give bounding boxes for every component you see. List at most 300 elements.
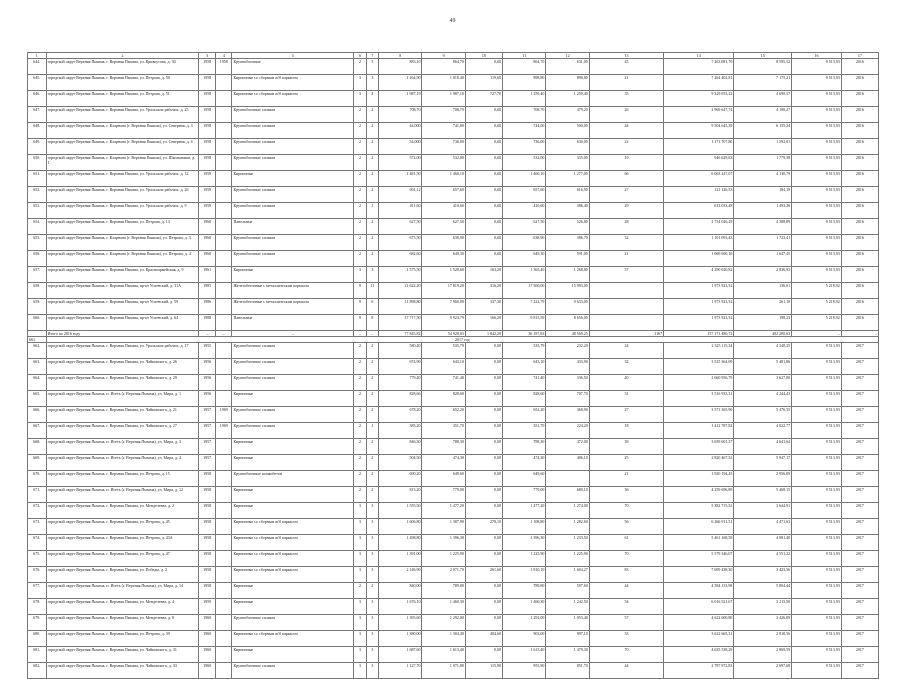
- table-row: [28, 343, 879, 359]
- table-cell: 15 993,00: [546, 283, 589, 299]
- table-cell: 3: [354, 91, 366, 107]
- table-cell: 674,90: [379, 359, 422, 375]
- table-cell: 3 423,56: [734, 567, 792, 583]
- table-cell: [215, 251, 232, 267]
- table-cell: 2 810,56: [734, 631, 792, 647]
- table-cell: 659.: [28, 299, 47, 315]
- table-cell: 643,10: [503, 359, 546, 375]
- table-row: [28, 91, 879, 107]
- address-cell: городской округ Верхняя Пышма, г. Верхняя Пышма, ул. Чайковского, д. 29: [46, 375, 199, 391]
- table-cell: 1 292,00: [503, 615, 546, 631]
- table-cell: 2017: [841, 439, 878, 455]
- table-cell: 673.: [28, 519, 47, 535]
- table-cell: 5 468,15: [734, 487, 792, 503]
- table-cell: 2017: [841, 551, 878, 567]
- table-cell: 4 551,22: [734, 551, 792, 567]
- table-row: [28, 235, 879, 251]
- address-cell: городской округ Верхняя Пышма, г. Верхняя Пышма, ул. Уральских рабочих, д. 17: [46, 343, 199, 359]
- table-cell: 580,40: [379, 343, 422, 359]
- table-cell: 44: [589, 583, 663, 599]
- table-cell: [215, 391, 232, 407]
- table-cell: 0,00: [465, 391, 502, 407]
- table-cell: 2 820 467,52: [664, 455, 734, 471]
- table-cell: 1 127,70: [379, 663, 422, 679]
- table-cell: 1 292,00: [422, 615, 465, 631]
- table-cell: [215, 583, 232, 599]
- table-cell: 2017: [841, 583, 878, 599]
- table-cell: 44: [589, 123, 663, 139]
- table-cell: 7 960,09: [422, 299, 465, 315]
- table-cell: 504,50: [379, 455, 422, 471]
- table-cell: 32: [589, 359, 663, 375]
- table-cell: 1 259,40: [546, 91, 589, 107]
- total-cell: 1 842,20: [465, 331, 502, 337]
- address-cell: городской округ Верхняя Пышма, г. Кларнова (г. Верхняя Пышма), ул. Петрова, д. 3: [46, 235, 199, 251]
- table-cell: 2: [366, 407, 378, 423]
- table-cell: 7 463 081,70: [664, 59, 734, 75]
- table-cell: 1958: [199, 155, 216, 171]
- table-cell: 0,00: [465, 251, 502, 267]
- table-cell: 1 225,90: [546, 551, 589, 567]
- table-cell: 649.: [28, 139, 47, 155]
- table-cell: 2: [366, 455, 378, 471]
- table-cell: Кирпичные со сборным ж/б каркасом: [232, 75, 354, 91]
- table-cell: [215, 551, 232, 567]
- table-cell: Крупноблочные шлакобетон: [232, 471, 354, 487]
- table-cell: 2016: [841, 219, 878, 235]
- table-cell: 1 380,00: [379, 631, 422, 647]
- table-cell: 1956: [199, 375, 216, 391]
- table-cell: [215, 567, 232, 583]
- table-cell: 6 266 912,51: [664, 519, 734, 535]
- table-cell: Кирпичные: [232, 487, 354, 503]
- table-cell: 2016: [841, 59, 878, 75]
- table-cell: 1 460,30: [422, 599, 465, 615]
- table-row: [28, 471, 879, 487]
- table-cell: 727,70: [465, 91, 502, 107]
- table-cell: 646.: [28, 91, 47, 107]
- table-cell: 0,00: [465, 343, 502, 359]
- address-cell: городской округ Верхняя Пышма, г. Верхняя Пышма, ул. Чайковского, д. 21: [46, 407, 199, 423]
- table-cell: [546, 471, 589, 487]
- table-cell: Крупноблочные силикат: [232, 423, 354, 439]
- table-cell: 1 676,10: [379, 599, 422, 615]
- table-cell: 3: [354, 567, 366, 583]
- table-row: [28, 219, 879, 235]
- table-cell: 898,80: [503, 75, 546, 91]
- table-cell: 9 513,93: [792, 375, 842, 391]
- table-cell: 2017: [841, 359, 878, 375]
- table-cell: 5 218,92: [792, 315, 842, 331]
- address-cell: городской округ Верхняя Пышма, г. Верхняя Пышма, ул. Уральских рабочих, д. 12: [46, 171, 199, 187]
- table-cell: 474,30: [503, 455, 546, 471]
- table-cell: 591,00: [546, 251, 589, 267]
- table-cell: 3: [366, 551, 378, 567]
- total-cell: –: [199, 331, 216, 337]
- table-cell: 2: [354, 343, 366, 359]
- column-header: 3: [199, 53, 216, 59]
- table-cell: 2016: [841, 171, 878, 187]
- table-cell: 6: [366, 299, 378, 315]
- table-cell: 1 018,40: [422, 75, 465, 91]
- table-cell: [215, 203, 232, 219]
- address-cell: городской округ Верхняя Пышма, г. Верхняя Пышма, ул. Менделеева, д. 2: [46, 503, 199, 519]
- table-cell: 1 101 093,43: [664, 235, 734, 251]
- table-cell: 1 396,30: [422, 535, 465, 551]
- table-cell: 6 063 247,07: [664, 171, 734, 187]
- table-cell: 9 513,93: [792, 203, 842, 219]
- table-cell: 9 513,93: [792, 615, 842, 631]
- table-cell: 708,70: [379, 107, 422, 123]
- table-row: [28, 615, 879, 631]
- table-cell: 2016: [841, 187, 878, 203]
- table-cell: 662.: [28, 343, 47, 359]
- table-cell: 184,19: [734, 187, 792, 203]
- table-cell: 736,00: [503, 139, 546, 155]
- table-cell: Кирпичные: [232, 391, 354, 407]
- column-header: 12: [546, 53, 589, 59]
- table-cell: 679.: [28, 615, 47, 631]
- table-cell: 3 622 665,31: [664, 631, 734, 647]
- table-cell: 7 264 402,81: [664, 75, 734, 91]
- table-cell: 1 391,00: [379, 551, 422, 567]
- table-row: [28, 187, 879, 203]
- table-cell: 4 584 133,98: [664, 583, 734, 599]
- table-cell: 651.: [28, 171, 47, 187]
- table-cell: 0,00: [465, 407, 502, 423]
- table-cell: [215, 75, 232, 91]
- table-cell: 0,00: [465, 535, 502, 551]
- table-cell: 9 513,93: [792, 75, 842, 91]
- table-cell: 2: [366, 219, 378, 235]
- address-cell: городской округ Верхняя Пышма, г. Кларнова (г. Верхняя Пышма), ул. Северная, д. 3: [46, 123, 199, 139]
- column-header: 11: [503, 53, 546, 59]
- table-cell: 404,60: [465, 631, 502, 647]
- table-cell: 1959: [199, 171, 216, 187]
- table-cell: 1 053,40: [546, 615, 589, 631]
- table-row: [28, 139, 879, 155]
- table-cell: 597,60: [546, 583, 589, 599]
- table-cell: 1 259,40: [503, 91, 546, 107]
- table-cell: 2017: [841, 567, 878, 583]
- table-cell: 2017: [841, 503, 878, 519]
- table-cell: 4 130,79: [734, 171, 792, 187]
- table-cell: [215, 663, 232, 679]
- table-cell: 682,60: [379, 251, 422, 267]
- table-cell: 630,00: [546, 139, 589, 155]
- table-cell: Панельные: [232, 315, 354, 331]
- table-cell: 2016: [841, 315, 878, 331]
- table-cell: 336,50: [546, 375, 589, 391]
- table-cell: 9: [354, 299, 366, 315]
- table-cell: 1959: [199, 203, 216, 219]
- table-cell: 1 479,30: [546, 647, 589, 663]
- table-cell: 2017: [841, 455, 878, 471]
- address-cell: городской округ Верхняя Пышма, г. Верхняя Пышма, ул. Петрова, д. 51: [46, 91, 199, 107]
- table-cell: [215, 91, 232, 107]
- table-cell: 1 493,26: [734, 203, 792, 219]
- column-header: 7: [366, 53, 378, 59]
- total-cell: 77 845,82: [379, 331, 422, 337]
- table-cell: 3: [354, 615, 366, 631]
- table-cell: 779,00: [422, 487, 465, 503]
- table-cell: 2017: [841, 535, 878, 551]
- table-cell: 9 513,93: [792, 123, 842, 139]
- table-cell: 0,00: [465, 647, 502, 663]
- table-cell: 335,00: [546, 155, 589, 171]
- table-cell: 1958: [199, 487, 216, 503]
- table-cell: 9 513,93: [792, 455, 842, 471]
- table-cell: 4 081,40: [734, 535, 792, 551]
- table-cell: Кирпичные со сборным ж/б каркасом: [232, 631, 354, 647]
- table-cell: 25: [589, 455, 663, 471]
- table-row: [28, 519, 879, 535]
- table-cell: 1 613,40: [422, 647, 465, 663]
- table-cell: 627,50: [422, 219, 465, 235]
- table-cell: Крупноблочные силикат: [232, 375, 354, 391]
- table-cell: 690,20: [379, 471, 422, 487]
- table-row: [28, 59, 879, 75]
- address-cell: городской округ Верхняя Пышма, п. Исеть (г. Верхняя Пышма), ул. Мира, д. 3: [46, 439, 199, 455]
- table-cell: 3: [354, 267, 366, 283]
- table-cell: 2: [366, 471, 378, 487]
- table-cell: 9 513,93: [792, 647, 842, 663]
- table-cell: 7 699 438,30: [664, 567, 734, 583]
- column-header: 2: [46, 53, 199, 59]
- table-cell: 2 754 026,29: [664, 219, 734, 235]
- table-cell: 666.: [28, 407, 47, 423]
- table-row: [28, 439, 879, 455]
- table-cell: 1 606,80: [379, 519, 422, 535]
- table-cell: 1 604,27: [546, 567, 589, 583]
- table-cell: 2: [366, 251, 378, 267]
- table-cell: 955,90: [503, 663, 546, 679]
- table-cell: 864,70: [422, 59, 465, 75]
- table-cell: 4 388,89: [734, 219, 792, 235]
- table-cell: 9 513,93: [792, 519, 842, 535]
- table-cell: 1 171 707,80: [664, 139, 734, 155]
- table-cell: 1960: [199, 615, 216, 631]
- table-cell: 631,00: [546, 59, 589, 75]
- table-cell: 4 244,43: [734, 391, 792, 407]
- table-cell: 2: [366, 123, 378, 139]
- table-cell: 1 304,40: [422, 631, 465, 647]
- table-cell: [215, 535, 232, 551]
- table-cell: 36: [589, 487, 663, 503]
- table-cell: 1 387,90: [422, 519, 465, 535]
- table-cell: 121 126,53: [664, 187, 734, 203]
- table-cell: 232,20: [546, 343, 589, 359]
- table-cell: Кирпичные со сборным ж/б каркасом: [232, 567, 354, 583]
- total-cell: –: [354, 331, 366, 337]
- table-cell: 1 396,30: [503, 535, 546, 551]
- table-cell: 1 460,30: [503, 599, 546, 615]
- table-cell: Крупноблочные силикат: [232, 155, 354, 171]
- table-cell: 2: [366, 107, 378, 123]
- table-cell: 32: [589, 235, 663, 251]
- table-cell: [215, 219, 232, 235]
- table-row: [28, 203, 879, 219]
- table-cell: 386,70: [546, 235, 589, 251]
- table-cell: 9 329 053,22: [664, 91, 734, 107]
- table-cell: 1959: [199, 187, 216, 203]
- table-cell: 3: [366, 503, 378, 519]
- address-cell: городской округ Верхняя Пышма, г. Верхняя Пышма, ул. Уральских рабочих, д. 9: [46, 203, 199, 219]
- table-cell: [215, 471, 232, 487]
- table-cell: 2017: [841, 487, 878, 503]
- table-cell: 1 477,20: [422, 503, 465, 519]
- column-header: 5: [232, 53, 354, 59]
- table-cell: 658.: [28, 283, 47, 299]
- table-cell: 3: [366, 267, 378, 283]
- table-cell: 2017: [841, 519, 878, 535]
- table-cell: 9 633,00: [546, 299, 589, 315]
- table-cell: 1960: [199, 219, 216, 235]
- table-cell: 643,10: [422, 359, 465, 375]
- table-cell: 532,00: [422, 155, 465, 171]
- table-cell: [215, 187, 232, 203]
- table-cell: 2017: [841, 647, 878, 663]
- table-cell: 535,79: [503, 343, 546, 359]
- table-cell: 9: [354, 283, 366, 299]
- table-cell: 27: [589, 187, 663, 203]
- table-row: [28, 583, 879, 599]
- table-row: [28, 391, 879, 407]
- table-cell: 741,00: [422, 123, 465, 139]
- table-cell: 4 635 538,29: [664, 647, 734, 663]
- table-cell: 1 613,40: [503, 647, 546, 663]
- table-row: [28, 407, 879, 423]
- table-cell: 2: [354, 203, 366, 219]
- table-cell: 261,60: [465, 567, 502, 583]
- table-cell: 3 571 365,90: [664, 407, 734, 423]
- table-cell: 1 575,50: [379, 267, 422, 283]
- table-cell: 11 898,80: [379, 299, 422, 315]
- table-cell: 669.: [28, 455, 47, 471]
- year-row-number: 661.: [28, 337, 47, 343]
- total-cell: 157 171 480,72: [664, 331, 734, 337]
- table-cell: 40: [589, 375, 663, 391]
- table-cell: [215, 267, 232, 283]
- table-cell: 115,90: [465, 663, 502, 679]
- table-cell: 526,80: [546, 219, 589, 235]
- table-cell: 883,10: [379, 59, 422, 75]
- table-cell: 5 476,35: [734, 407, 792, 423]
- table-row: [28, 107, 879, 123]
- table-cell: 4 022,77: [734, 423, 792, 439]
- table-cell: 5 218,92: [792, 299, 842, 315]
- table-cell: 660.: [28, 315, 47, 331]
- table-cell: 3: [366, 567, 378, 583]
- table-cell: 680,10: [546, 487, 589, 503]
- table-row: [28, 299, 879, 315]
- table-cell: 828,66: [379, 391, 422, 407]
- address-cell: городской округ Верхняя Пышма, г. Верхняя Пышма, ул. Чайковского, д. 27: [46, 423, 199, 439]
- column-header: 9: [422, 53, 465, 59]
- table-cell: 9 513,93: [792, 407, 842, 423]
- table-cell: 9 513,93: [792, 155, 842, 171]
- table-cell: 5 579 346,07: [664, 551, 734, 567]
- table-row: [28, 551, 879, 567]
- table-cell: 667.: [28, 423, 47, 439]
- table-cell: 1957: [199, 455, 216, 471]
- table-cell: 18: [589, 423, 663, 439]
- table-cell: 1 528,60: [422, 267, 465, 283]
- table-cell: 1 365,40: [503, 267, 546, 283]
- table-cell: 535,79: [422, 343, 465, 359]
- table-cell: 649,60: [503, 471, 546, 487]
- table-cell: 1955: [199, 343, 216, 359]
- table-cell: 788,30: [422, 439, 465, 455]
- table-cell: 2017: [841, 407, 878, 423]
- table-cell: 17 819,20: [422, 283, 465, 299]
- table-cell: 674.: [28, 535, 47, 551]
- table-cell: 2: [366, 139, 378, 155]
- address-cell: городской округ Верхняя Пышма, г. Верхняя Пышма, ул. Победы, д. 2: [46, 567, 199, 583]
- table-cell: 0,00: [465, 203, 502, 219]
- table-cell: [215, 171, 232, 187]
- total-cell: Итого по 2016 году: [46, 331, 199, 337]
- table-cell: 479,20: [546, 107, 589, 123]
- table-row: [28, 359, 879, 375]
- table-cell: 17 500,00: [503, 283, 546, 299]
- table-cell: 500,00: [546, 123, 589, 139]
- column-header: 8: [379, 53, 422, 59]
- table-cell: 1958: [199, 551, 216, 567]
- table-cell: Панельные: [232, 219, 354, 235]
- table-cell: 649,60: [422, 471, 465, 487]
- table-cell: 1958: [199, 567, 216, 583]
- table-cell: 3 525 364,09: [664, 359, 734, 375]
- table-cell: 9 513,93: [792, 631, 842, 647]
- table-cell: 2017: [841, 631, 878, 647]
- column-header: 1: [28, 53, 47, 59]
- table-cell: Кирпичные: [232, 583, 354, 599]
- column-header: 13: [589, 53, 663, 59]
- table-cell: 7 222,79: [503, 299, 546, 315]
- table-cell: [215, 107, 232, 123]
- table-cell: 9 513,93: [792, 503, 842, 519]
- table-cell: 9 513,93: [792, 139, 842, 155]
- table-cell: 4 622 600,80: [664, 615, 734, 631]
- table-cell: [215, 283, 232, 299]
- table-cell: 83: [589, 567, 663, 583]
- table-cell: 56: [589, 519, 663, 535]
- table-cell: 57: [589, 267, 663, 283]
- column-header: 10: [465, 53, 502, 59]
- table-cell: 650.: [28, 155, 47, 171]
- table-cell: 846,30: [379, 439, 422, 455]
- table-cell: Крупноблочные силикат: [232, 107, 354, 123]
- table-cell: 691,12: [379, 187, 422, 203]
- table-cell: [589, 315, 663, 331]
- address-cell: городской округ Верхняя Пышма, г. Кларнова (г. Верхняя Пышма), ул. Петрова, д. 4: [46, 251, 199, 267]
- table-cell: 638,90: [422, 235, 465, 251]
- table-cell: 1 108,80: [503, 519, 546, 535]
- table-cell: 1958: [199, 107, 216, 123]
- table-cell: 741,40: [422, 375, 465, 391]
- table-cell: 1 555,50: [379, 503, 422, 519]
- address-cell: городской округ Верхняя Пышма, г. Верхняя Пышма, ул. Петрова, д. 13: [46, 219, 199, 235]
- table-cell: 2 956,09: [734, 471, 792, 487]
- table-cell: [215, 235, 232, 251]
- address-cell: городской округ Верхняя Пышма, г. Верхняя Пышма, ул. Петрова, д. 39: [46, 631, 199, 647]
- table-cell: 0,00: [465, 487, 502, 503]
- address-cell: городской округ Верхняя Пышма, г. Верхняя Пышма, ул. Петрова, д. 50: [46, 75, 199, 91]
- table-cell: 0,00: [465, 503, 502, 519]
- table-cell: 708,70: [503, 107, 546, 123]
- table-cell: Кирпичные со сборным ж/б каркасом: [232, 551, 354, 567]
